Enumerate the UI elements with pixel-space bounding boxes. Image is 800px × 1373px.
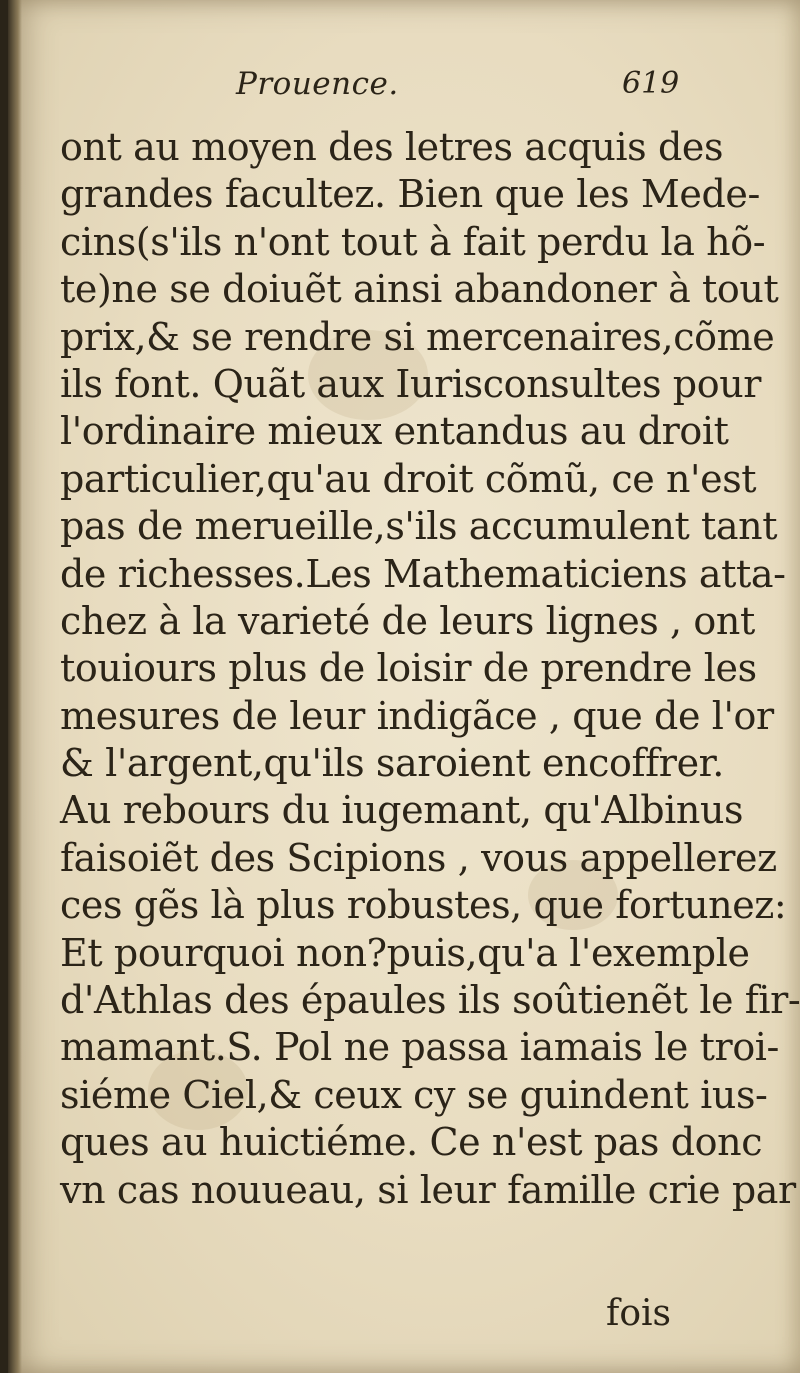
text-line: faisoiẽt des Scipions , vous appellerez xyxy=(60,835,777,880)
text-line: ques au huictiéme. Ce n'est pas donc xyxy=(60,1120,763,1165)
text-line: de richesses.Les Mathematiciens atta- xyxy=(60,551,786,596)
running-head-title: Prouence. xyxy=(236,66,399,102)
text-line: touiours plus de loisir de prendre les xyxy=(60,646,757,691)
text-line: Au rebours du iugemant, qu'Albinus xyxy=(60,788,744,833)
text-line: ils font. Quãt aux Iurisconsultes pour xyxy=(60,361,762,406)
text-line: Et pourquoi non?puis,qu'a l'exemple xyxy=(60,930,750,975)
text-line: particulier,qu'au droit cõmũ, ce n'est xyxy=(60,456,757,501)
book-page xyxy=(8,0,800,1373)
catchword: fois xyxy=(606,1293,671,1334)
text-line: pas de merueille,s'ils accumulent tant xyxy=(60,504,778,549)
body-text xyxy=(60,124,800,1214)
text-line: d'Athlas des épaules ils soûtienẽt le fir- xyxy=(60,978,800,1023)
text-line: mamant.S. Pol ne passa iamais le troi- xyxy=(60,1025,779,1070)
text-line: cins(s'ils n'ont tout à fait perdu la hõ- xyxy=(60,219,766,264)
text-line: ont au moyen des letres acquis des xyxy=(60,125,724,169)
text-line: siéme Ciel,& ceux cy se guindent ius- xyxy=(60,1072,768,1117)
text-line: ces gẽs là plus robustes, que fortunez: xyxy=(60,883,787,928)
running-head xyxy=(8,60,800,110)
text-line: & l'argent,qu'ils saroient encoffrer. xyxy=(60,741,724,786)
book-spine-shadow xyxy=(8,0,22,1373)
text-line: vn cas nouueau, si leur famille crie par xyxy=(60,1167,796,1212)
text-line: mesures de leur indigãce , que de l'or xyxy=(60,693,774,738)
text-line: l'ordinaire mieux entandus au droit xyxy=(60,409,729,454)
text-line: chez à la varieté de leurs lignes , ont xyxy=(60,598,755,643)
page-number: 619 xyxy=(622,66,680,101)
text-line: prix,& se rendre si mercenaires,cõme xyxy=(60,314,775,359)
text-line: grandes facultez. Bien que les Mede- xyxy=(60,172,760,217)
text-line: te)ne se doiuẽt ainsi abandoner à tout xyxy=(60,267,779,312)
